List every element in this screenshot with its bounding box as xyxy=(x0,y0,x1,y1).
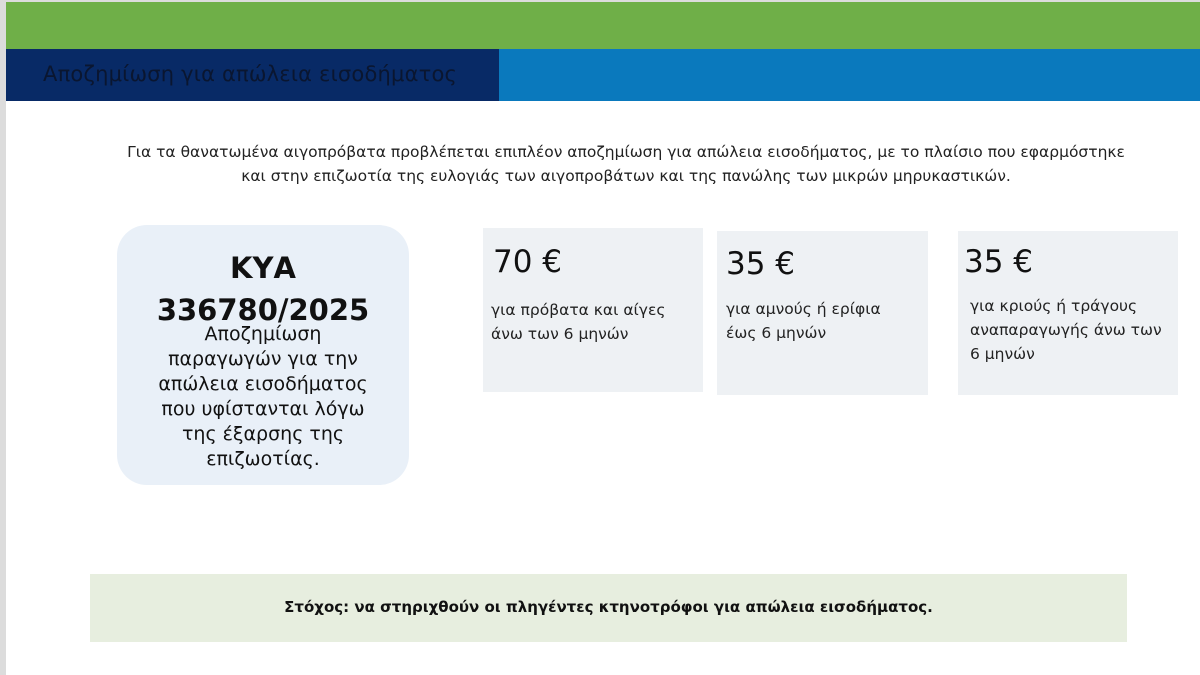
card-desc-line: για αμνούς ή ερίφια xyxy=(726,300,881,318)
kya-title-line-1: ΚΥΑ xyxy=(230,251,296,285)
kya-desc-line: παραγωγών για την xyxy=(168,348,358,370)
card-description xyxy=(491,298,696,346)
card-desc-line: για κριούς ή τράγους xyxy=(970,297,1138,315)
intro-line-2: και στην επιζωοτία της ευλογιάς των αιγοπροβάτων και της πανώλης των μικρών μηρυκαστικών. xyxy=(241,167,1011,185)
kya-desc-line: Αποζημίωση xyxy=(204,323,322,345)
compensation-card-breeding-rams-bucks xyxy=(958,231,1178,395)
card-desc-line: έως 6 μηνών xyxy=(726,324,827,342)
card-desc-line: 6 μηνών xyxy=(970,345,1035,363)
page-title: Αποζημίωση για απώλεια εισοδήματος xyxy=(43,62,458,86)
card-desc-line: για πρόβατα και αίγες xyxy=(491,301,666,319)
kya-desc-line: που υφίστανται λόγω xyxy=(161,398,365,420)
card-amount: 35 € xyxy=(726,246,796,282)
compensation-card-lambs-kids xyxy=(717,231,928,395)
card-description xyxy=(970,294,1175,366)
card-amount: 35 € xyxy=(964,244,1034,280)
goal-text: Στόχος: να στηριχθούν οι πληγέντες κτηνοτρόφοι για απώλεια εισοδήματος. xyxy=(284,598,933,616)
card-description xyxy=(726,297,921,345)
goal-box xyxy=(90,574,1127,642)
kya-desc-line: απώλεια εισοδήματος xyxy=(158,373,368,395)
kya-title xyxy=(117,247,409,331)
card-amount: 70 € xyxy=(493,244,563,280)
kya-box xyxy=(117,225,409,485)
card-desc-line: αναπαραγωγής άνω των xyxy=(970,321,1162,339)
kya-desc-line: επιζωοτίας. xyxy=(206,448,320,470)
intro-line-1: Για τα θανατωμένα αιγοπρόβατα προβλέπεται επιπλέον αποζημίωση για απώλεια εισοδήματος, με το πλαίσιο που εφαρμόστηκε xyxy=(127,143,1125,161)
slide xyxy=(6,2,1200,675)
kya-desc-line: της έξαρσης της xyxy=(181,423,345,445)
compensation-card-adult-sheep-goats xyxy=(483,228,703,392)
kya-description xyxy=(135,322,391,472)
card-desc-line: άνω των 6 μηνών xyxy=(491,325,629,343)
intro-paragraph xyxy=(66,140,1186,188)
kya-number: 336780/2025 xyxy=(156,293,370,327)
top-accent-bar xyxy=(6,2,1200,49)
